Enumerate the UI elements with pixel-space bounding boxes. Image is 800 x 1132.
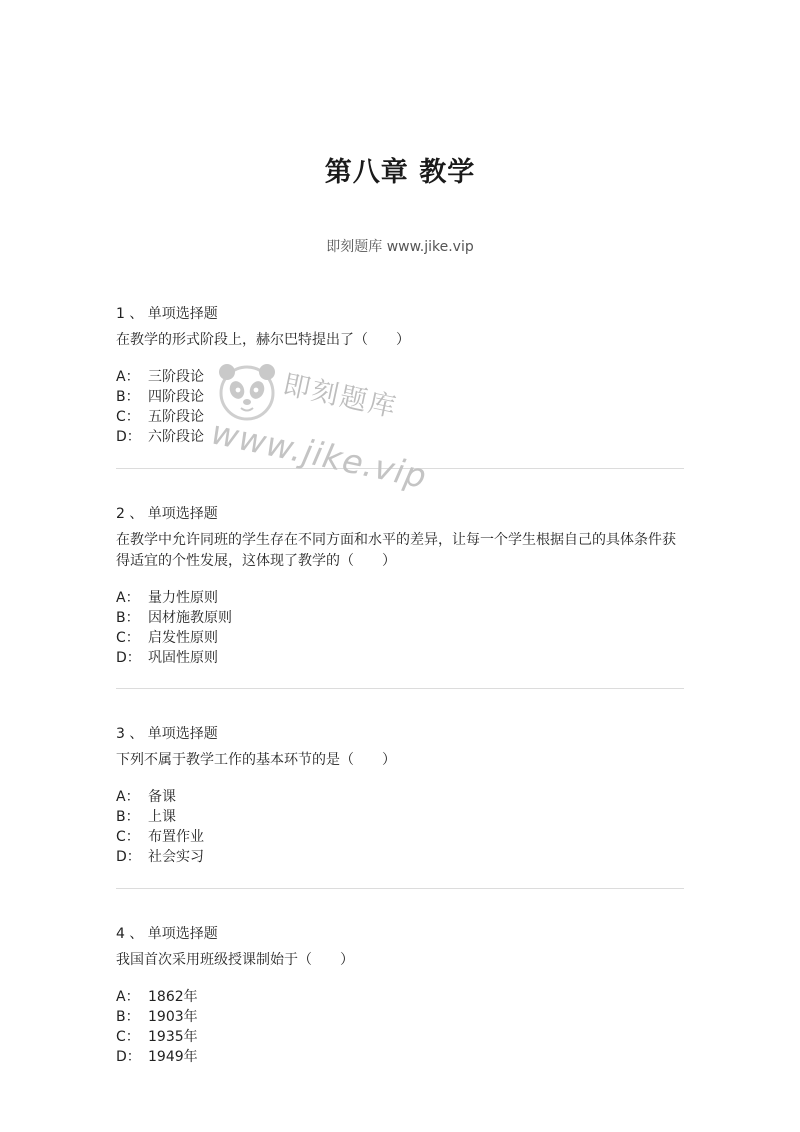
question-2 — [116, 504, 686, 668]
option-text: 五阶段论 — [148, 409, 204, 425]
option-text: 1862年 — [148, 989, 198, 1005]
watermark-url: www.jike.vip — [207, 412, 431, 497]
option-letter: B： — [116, 610, 140, 626]
question-header: 3 、 单项选择题 — [116, 726, 218, 742]
question-stem: 我国首次采用班级授课制始于（ ） — [116, 952, 354, 968]
option-a[interactable] — [116, 987, 686, 1007]
option-letter: C： — [116, 409, 140, 425]
option-list — [116, 367, 686, 447]
option-text: 巩固性原则 — [148, 650, 218, 666]
option-b[interactable] — [116, 807, 686, 827]
question-divider — [116, 688, 684, 689]
option-letter: C： — [116, 630, 140, 646]
option-text: 六阶段论 — [148, 429, 204, 445]
option-d[interactable] — [116, 847, 686, 867]
option-letter: D： — [116, 849, 141, 865]
option-letter: A： — [116, 789, 140, 805]
option-text: 启发性原则 — [148, 630, 218, 646]
page-subtitle: 即刻题库 www.jike.vip — [326, 239, 474, 255]
question-3 — [116, 724, 686, 867]
option-letter: D： — [116, 650, 141, 666]
question-stem: 在教学中允许同班的学生存在不同方面和水平的差异，让每一个学生根据自己的具体条件获得适宜的个性发展，这体现了教学的（ ） — [116, 532, 676, 569]
option-b[interactable] — [116, 608, 686, 628]
option-c[interactable] — [116, 1027, 686, 1047]
option-text: 因材施教原则 — [148, 610, 232, 626]
option-text: 1903年 — [148, 1009, 198, 1025]
page-title: 第八章 教学 — [324, 157, 476, 188]
option-list — [116, 987, 686, 1067]
option-text: 备课 — [148, 789, 176, 805]
option-letter: B： — [116, 809, 140, 825]
question-stem: 在教学的形式阶段上，赫尔巴特提出了（ ） — [116, 332, 410, 348]
option-letter: D： — [116, 429, 141, 445]
option-letter: A： — [116, 989, 140, 1005]
option-text: 三阶段论 — [148, 369, 204, 385]
option-list — [116, 588, 686, 668]
option-text: 布置作业 — [148, 829, 204, 845]
question-1 — [116, 304, 686, 447]
option-text: 量力性原则 — [148, 590, 218, 606]
option-a[interactable] — [116, 367, 686, 387]
option-c[interactable] — [116, 827, 686, 847]
option-letter: A： — [116, 590, 140, 606]
option-text: 四阶段论 — [148, 389, 204, 405]
question-stem: 下列不属于教学工作的基本环节的是（ ） — [116, 752, 396, 768]
question-4 — [116, 924, 686, 1067]
option-text: 1935年 — [148, 1029, 198, 1045]
option-d[interactable] — [116, 648, 686, 668]
option-a[interactable] — [116, 787, 686, 807]
option-d[interactable] — [116, 427, 686, 447]
option-text: 上课 — [148, 809, 176, 825]
option-text: 社会实习 — [148, 849, 204, 865]
question-header: 2 、 单项选择题 — [116, 506, 218, 522]
question-divider — [116, 888, 684, 889]
option-c[interactable] — [116, 407, 686, 427]
watermark-brand: 即刻题库 — [280, 369, 401, 424]
question-header: 4 、 单项选择题 — [116, 926, 218, 942]
question-header: 1 、 单项选择题 — [116, 306, 218, 322]
option-letter: B： — [116, 389, 140, 405]
option-a[interactable] — [116, 588, 686, 608]
option-b[interactable] — [116, 1007, 686, 1027]
option-letter: A： — [116, 369, 140, 385]
option-c[interactable] — [116, 628, 686, 648]
option-letter: B： — [116, 1009, 140, 1025]
option-letter: D： — [116, 1049, 141, 1065]
option-letter: C： — [116, 829, 140, 845]
option-d[interactable] — [116, 1047, 686, 1067]
option-letter: C： — [116, 1029, 140, 1045]
question-divider — [116, 468, 684, 469]
option-list — [116, 787, 686, 867]
option-text: 1949年 — [148, 1049, 198, 1065]
option-b[interactable] — [116, 387, 686, 407]
